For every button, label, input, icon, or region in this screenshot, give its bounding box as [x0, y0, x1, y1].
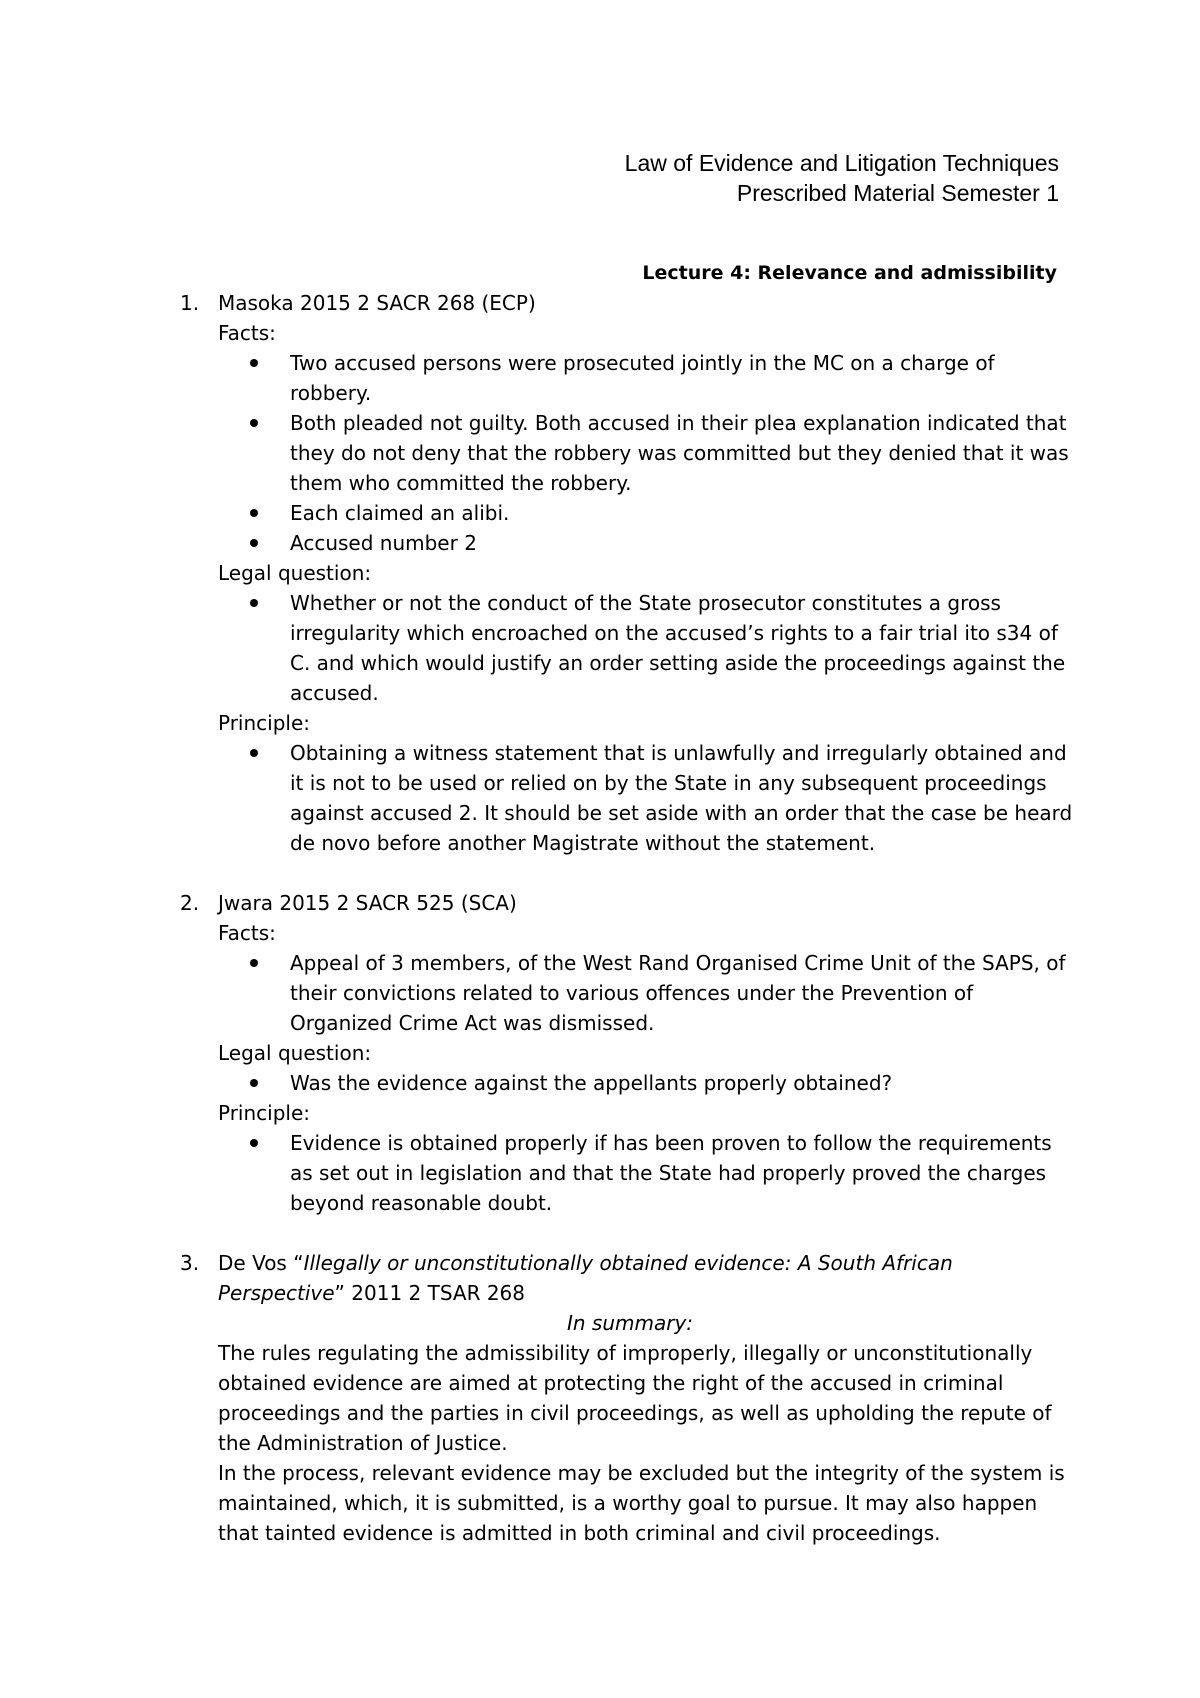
case-citation: [218, 1248, 1080, 1308]
bullet-list: [218, 1128, 1080, 1218]
bullet-item: Both pleaded not guilty. Both accused in their plea explanation indicated that they do not deny that the robbery was committed but they denied that it was them who committed the robbery.: [290, 408, 1080, 498]
spacer: [180, 858, 1080, 888]
section-heading: Facts:: [218, 321, 276, 345]
case-2: [180, 888, 1080, 1218]
document-subtitle: Prescribed Material Semester 1: [736, 180, 1059, 206]
section-heading: Legal question:: [218, 561, 372, 585]
case-3: [180, 1248, 1080, 1548]
article-citation-tail: ” 2011 2 TSAR 268: [334, 1281, 525, 1305]
case-list: [180, 288, 1080, 1248]
document-body: [180, 288, 1080, 1548]
summary-paragraph: In the process, relevant evidence may be excluded but the integrity of the system is maintained, which, it is submitted, is a worthy goal to pursue. It may also happen that tainted evidence is admitted in both criminal and civil proceedings.: [218, 1461, 1065, 1545]
section-heading: Legal question:: [218, 1041, 372, 1065]
bullet-item: Evidence is obtained properly if has been proven to follow the requirements as set out in legislation and that the State had properly proved the charges beyond reasonable doubt.: [290, 1128, 1080, 1218]
bullet-item: Was the evidence against the appellants properly obtained?: [290, 1068, 1080, 1098]
bullet-item: Obtaining a witness statement that is unlawfully and irregularly obtained and it is not to be used or relied on by the State in any subsequent proceedings against accused 2. It should be set aside with an order that the case be heard de novo before another Magistrate without the statement.: [290, 738, 1080, 858]
bullet-list: [218, 348, 1080, 558]
lecture-title: Lecture 4: Relevance and admissibility: [642, 262, 1057, 284]
bullet-list: [218, 738, 1080, 858]
section-heading: Facts:: [218, 921, 276, 945]
document-title: Law of Evidence and Litigation Techniques: [624, 150, 1059, 176]
case-number: 1.: [180, 291, 200, 315]
case-number: 2.: [180, 891, 200, 915]
article-author: De Vos “: [218, 1251, 304, 1275]
case-content: [218, 888, 1080, 1218]
document-header: [625, 148, 1059, 208]
spacer: [180, 1218, 1080, 1248]
case-1: [180, 288, 1080, 858]
case-content: [218, 288, 1080, 858]
case-citation: Jwara 2015 2 SACR 525 (SCA): [218, 891, 517, 915]
summary-label: In summary:: [566, 1311, 694, 1335]
bullet-item: Whether or not the conduct of the State prosecutor constitutes a gross irregularity which encroached on the accused’s rights to a fair trial ito s34 of C. and which would justify an order setting aside the proceedings against the accused.: [290, 588, 1080, 708]
summary-paragraph: The rules regulating the admissibility of improperly, illegally or unconstitutionally obtained evidence are aimed at protecting the right of the accused in criminal proceedings and the parties in civil proceedings, as well as upholding the repute of the Administration of Justice.: [218, 1341, 1052, 1455]
section-heading: Principle:: [218, 711, 311, 735]
case-citation: Masoka 2015 2 SACR 268 (ECP): [218, 291, 536, 315]
bullet-item: Appeal of 3 members, of the West Rand Organised Crime Unit of the SAPS, of their convictions related to various offences under the Prevention of Organized Crime Act was dismissed.: [290, 948, 1080, 1038]
bullet-list: [218, 588, 1080, 708]
bullet-item: Accused number 2: [290, 528, 1080, 558]
bullet-list: [218, 948, 1080, 1038]
section-heading: Principle:: [218, 1101, 311, 1125]
bullet-list: [218, 1068, 1080, 1098]
article-title: Illegally or unconstitutionally obtained evidence: A South African Perspective: [218, 1251, 953, 1305]
bullet-item: Each claimed an alibi.: [290, 498, 1080, 528]
bullet-item: Two accused persons were prosecuted jointly in the MC on a charge of robbery.: [290, 348, 1080, 408]
case-number: 3.: [180, 1251, 200, 1275]
